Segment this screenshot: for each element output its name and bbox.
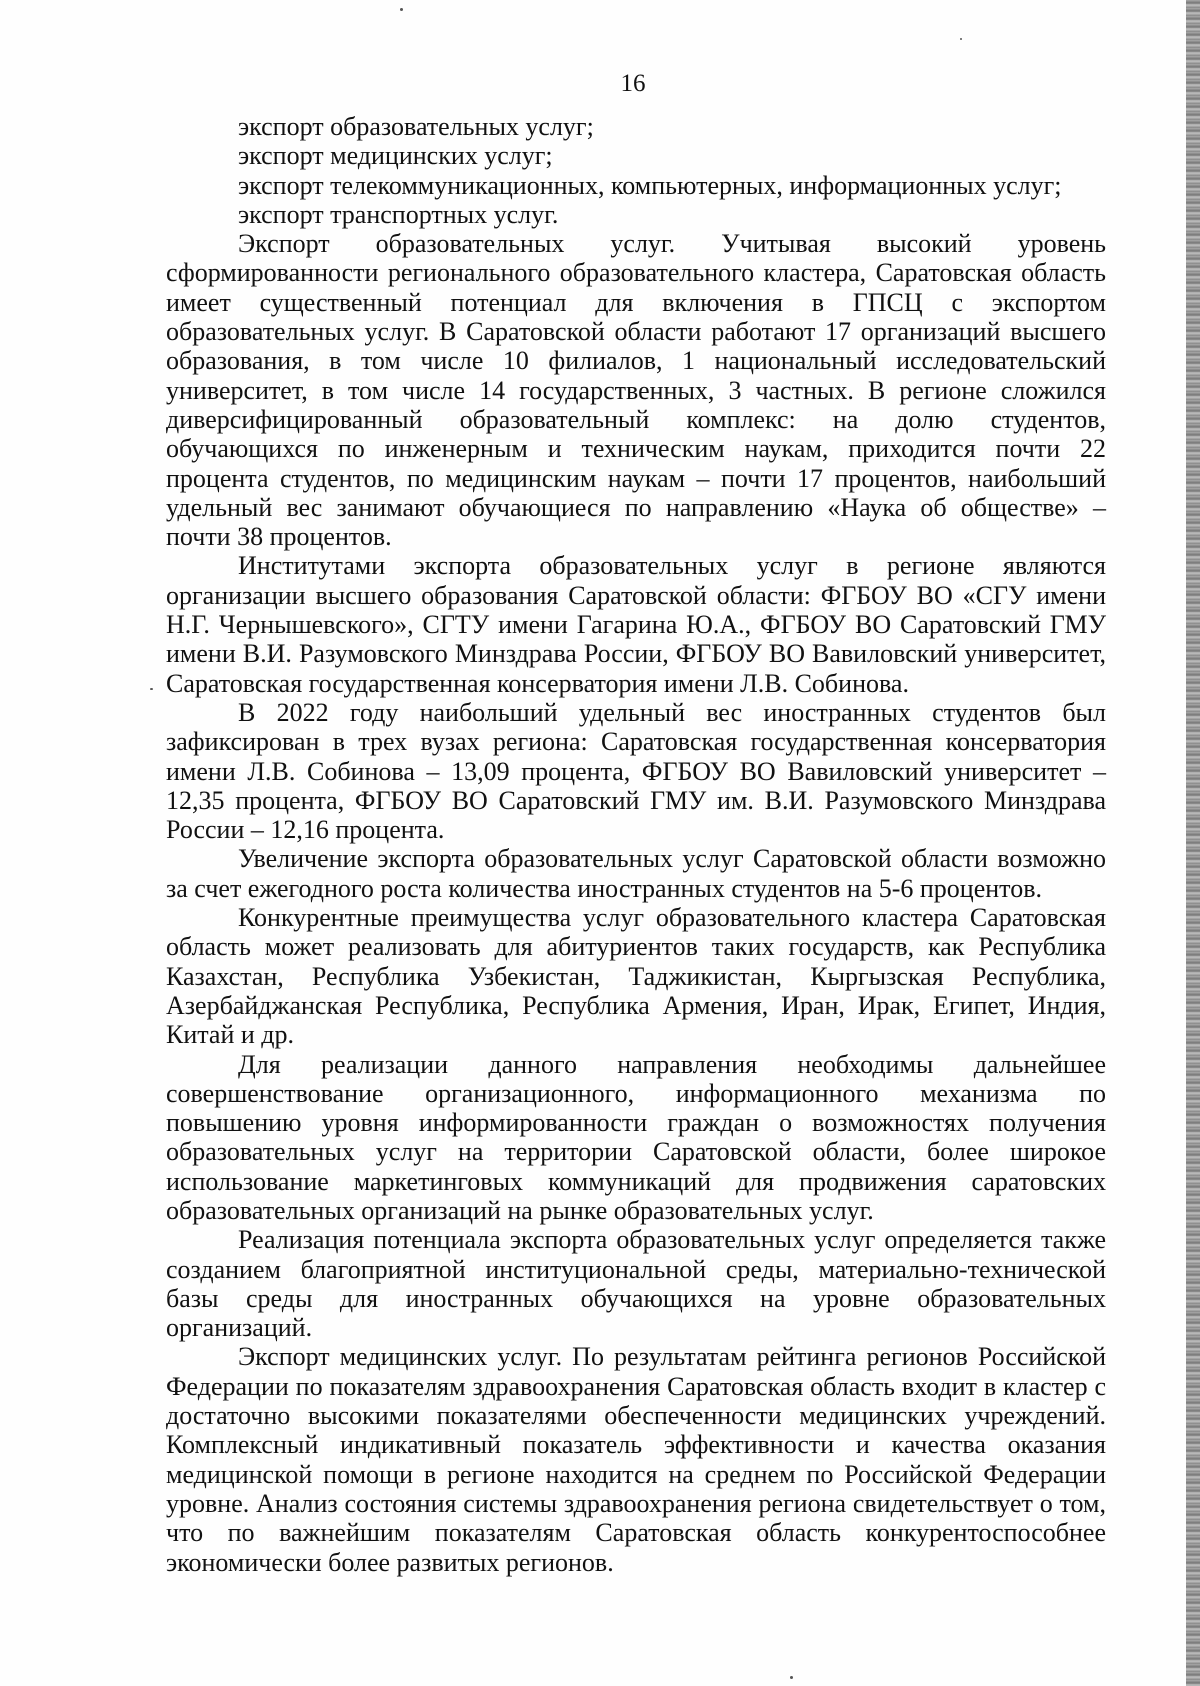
paragraph-implementation: Для реализации данного направления необходимы дальнейшее совершенствование организационного, информационного механизма по повышению уровня информированности граждан о возможностях получения образовательных услуг на территории Саратовской области, более широкое использование маркетинговых коммуникаций для продвижения саратовских образовательных организаций на рынке образовательных услуг. bbox=[166, 1049, 1106, 1225]
document-body bbox=[166, 112, 1106, 1577]
list-item: экспорт медицинских услуг; bbox=[238, 141, 553, 171]
scanned-page-edge bbox=[1186, 0, 1200, 1686]
list-item: экспорт образовательных услуг; bbox=[238, 112, 594, 141]
paragraph-education-export: Экспорт образовательных услуг. Учитывая высокий уровень сформированности регионального образовательного кластера, Саратовская область имеет существенный потенциал для включения в ГПСЦ с экспортом образовательных услуг. В Саратовской области работают 17 организаций высшего образования, в том числе 10 филиалов, 1 национальный исследовательский университет, в том числе 14 государственных, 3 частных. В регионе сложился диверсифицированный образовательный комплекс: на долю студентов, обучающихся по инженерным и техническим наукам, приходится почти 22 процента студентов, по медицинским наукам – почти 17 процентов, наибольший удельный вес занимают обучающиеся по направлению «Наука об обществе» – почти 38 процентов. bbox=[166, 229, 1106, 552]
paragraph-institutional-environment: Реализация потенциала экспорта образовательных услуг определяется также созданием благоприятной институциональной среды, материально-технической базы среды для иностранных обучающихся на уровне образовательных организаций. bbox=[166, 1225, 1106, 1343]
list-item: экспорт телекоммуникационных, компьютерных, информационных услуг; bbox=[238, 170, 1062, 200]
scan-speck bbox=[150, 688, 153, 690]
scan-speck bbox=[400, 8, 403, 11]
page-number: 16 bbox=[620, 70, 646, 97]
scan-speck bbox=[960, 38, 962, 40]
scan-speck bbox=[790, 1676, 793, 1679]
paragraph-export-growth: Увеличение экспорта образовательных услуг Саратовской области возможно за счет ежегодного роста количества иностранных студентов на 5-6 процентов. bbox=[166, 844, 1106, 903]
paragraph-competitive-advantages: Конкурентные преимущества услуг образовательного кластера Саратовская область может реализовать для абитуриентов таких государств, как Республика Казахстан, Республика Узбекистан, Таджикистан, Кыргызская Республика, Азербайджанская Республика, Республика Армения, Иран, Ирак, Египет, Индия, Китай и др. bbox=[166, 903, 1106, 1050]
paragraph-export-institutions: Институтами экспорта образовательных услуг в регионе являются организации высшего образования Саратовской области: ФГБОУ ВО «СГУ имени Н.Г. Чернышевского», СГТУ имени Гагарина Ю.А., ФГБОУ ВО Саратовский ГМУ имени В.И. Разумовского Минздрава России, ФГБОУ ВО Вавиловский университет, Саратовская государственная консерватория имени Л.В. Собинова. bbox=[166, 551, 1106, 698]
list-item: экспорт транспортных услуг. bbox=[238, 199, 559, 229]
paragraph-medical-export: Экспорт медицинских услуг. По результатам рейтинга регионов Российской Федерации по показателям здравоохранения Саратовская область входит в кластер с достаточно высокими показателями обеспеченности медицинских учреждений. Комплексный индикативный показатель эффективности и качества оказания медицинской помощи в регионе находится на среднем по Российской Федерации уровне. Анализ состояния системы здравоохранения региона свидетельствует о том, что по важнейшим показателям Саратовская область конкурентоспособнее экономически более развитых регионов. bbox=[166, 1342, 1106, 1577]
paragraph-foreign-students-2022: В 2022 году наибольший удельный вес иностранных студентов был зафиксирован в трех вузах региона: Саратовская государственная консерватория имени Л.В. Собинова – 13,09 процента, ФГБОУ ВО Вавиловский университет – 12,35 процента, ФГБОУ ВО Саратовский ГМУ им. В.И. Разумовского Минздрава России – 12,16 процента. bbox=[166, 697, 1106, 845]
